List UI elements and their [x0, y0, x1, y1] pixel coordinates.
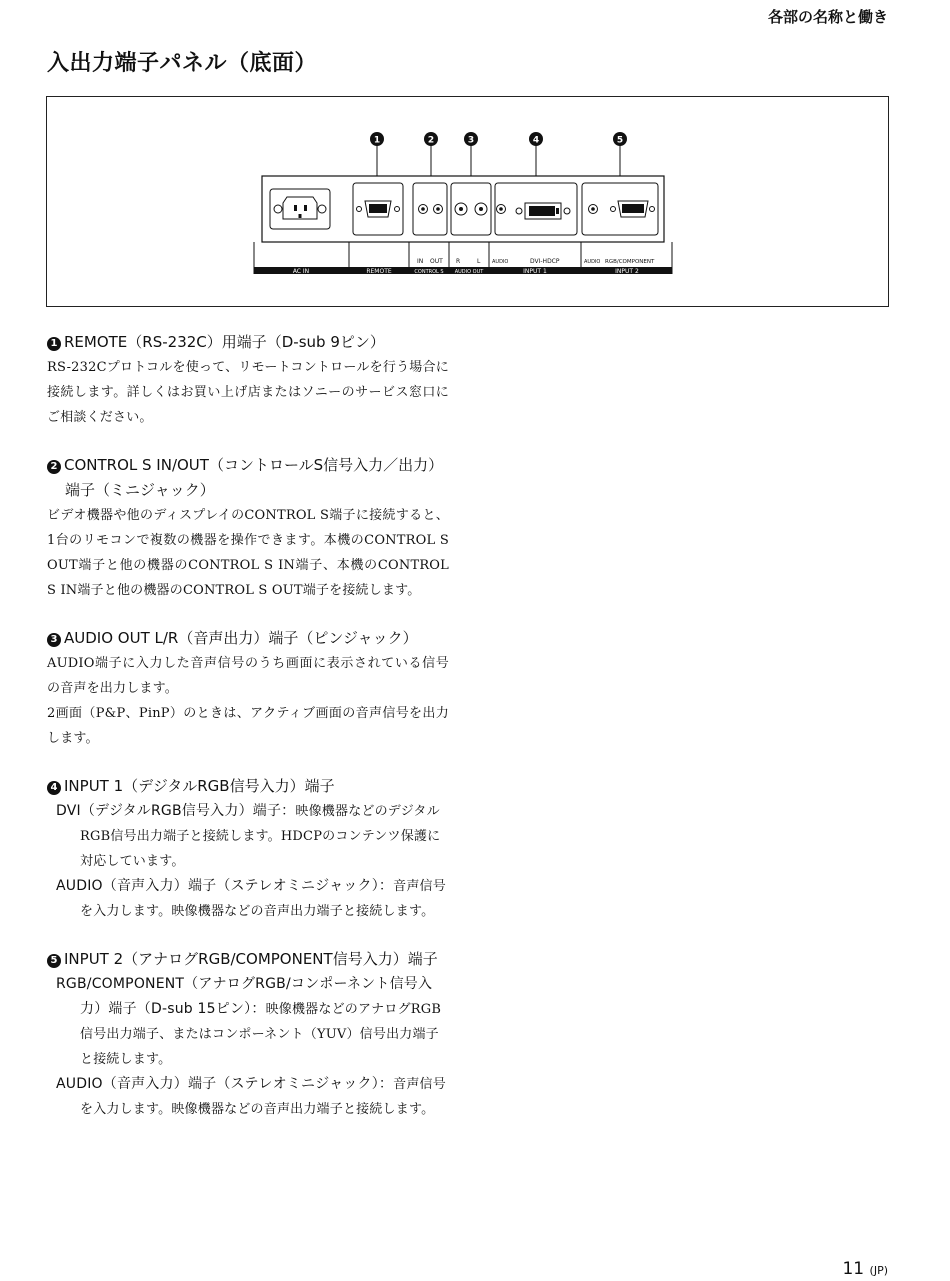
callout-3: [464, 132, 478, 146]
group-input2: INPUT 2: [615, 268, 639, 275]
audio-out-pinjacks-icon: [451, 183, 491, 235]
callout-1: [370, 132, 384, 146]
callout-markers: [370, 132, 627, 146]
svg-text:2: 2: [427, 135, 435, 146]
sub-item-dvi: DVI（デジタルRGB信号入力）端子：映像機器などのデジタルRGB信号出力端子と接続します。HDCPのコンテンツ保護に対応しています。: [56, 803, 441, 869]
running-header: 各部の名称と働き: [767, 8, 888, 26]
number-4-icon: 4: [47, 781, 61, 795]
group-control-s: CONTROL S: [414, 269, 444, 275]
section-input1: [47, 774, 449, 924]
section-input2: [47, 947, 449, 1122]
label-control-out: OUT: [430, 258, 443, 265]
description-column: [47, 330, 449, 1145]
section-paragraph: AUDIO端子に入力した音声信号のうち画面に表示されている信号の音声を出力します。: [47, 656, 449, 696]
callout-5: [613, 132, 627, 146]
section-audio-out: [47, 626, 449, 751]
sub-item-rgb: RGB/COMPONENT（アナログRGB/コンポーネント信号入力）端子（D-sub 15ピン）：映像機器などのアナログRGB信号出力端子、またはコンポーネント（YUV）信号出力端子と接続します。: [56, 976, 442, 1067]
section-heading: 3 AUDIO OUT L/R（音声出力）端子（ピンジャック）: [47, 626, 449, 651]
svg-text:4: 4: [532, 135, 540, 146]
section-paragraph: ビデオ機器や他のディスプレイのCONTROL S端子に接続すると、1台のリモコンで複数の機器を操作できます。本機のCONTROL S OUT端子と他の機器のCONTROL S IN端子、本機のCONTROL S IN端子と他の機器のCONTROL S OUT端子を接続します。: [47, 508, 449, 598]
number-5-icon: 5: [47, 954, 61, 968]
section-control-s: [47, 453, 449, 603]
svg-text:3: 3: [467, 135, 475, 146]
sub-item-audio: AUDIO（音声入力）端子（ステレオミニジャック）：音声信号を入力します。映像機器などの音声出力端子と接続します。: [56, 1076, 446, 1117]
svg-text:5: 5: [616, 135, 624, 146]
group-remote: REMOTE: [366, 268, 392, 275]
group-input1: INPUT 1: [523, 268, 547, 275]
number-2-icon: 2: [47, 460, 61, 474]
label-control-in: IN: [417, 258, 424, 265]
number-1-icon: 1: [47, 337, 61, 351]
callout-4: [529, 132, 543, 146]
label-input2-audio: AUDIO: [584, 259, 601, 265]
sub-item-audio: AUDIO（音声入力）端子（ステレオミニジャック）：音声信号を入力します。映像機器などの音声出力端子と接続します。: [56, 878, 446, 919]
group-audio-out: AUDIO OUT: [454, 269, 484, 275]
callout-2: [424, 132, 438, 146]
label-audio-r: R: [456, 258, 461, 265]
group-ac-in: AC IN: [292, 268, 310, 275]
section-heading: 1 REMOTE（RS-232C）用端子（D-sub 9ピン）: [47, 330, 449, 355]
control-s-jacks-icon: [413, 183, 447, 235]
section-paragraph: RS-232Cプロトコルを使って、リモートコントロールを行う場合に接続します。詳しくはお買い上げ店またはソニーのサービス窓口にご相談ください。: [47, 360, 449, 425]
label-rgb: RGB/COMPONENT: [605, 259, 655, 265]
label-input1-audio: AUDIO: [492, 259, 509, 265]
svg-text:1: 1: [373, 135, 381, 146]
page-number: 11 (JP): [842, 1259, 888, 1279]
remote-dsub9-icon: [353, 183, 403, 235]
section-paragraph: 2画面（P&P、PinP）のときは、アクティブ画面の音声信号を出力します。: [47, 706, 449, 746]
section-heading: 5 INPUT 2（アナログRGB/COMPONENT信号入力）端子: [47, 947, 449, 972]
number-3-icon: 3: [47, 633, 61, 647]
input2-rgb-icon: [582, 183, 658, 235]
label-audio-l: L: [477, 258, 481, 265]
section-heading: 2 CONTROL S IN/OUT（コントロールS信号入力／出力）端子（ミニジャック）: [47, 453, 449, 503]
section-remote: [47, 330, 449, 430]
page-title: 入出力端子パネル（底面）: [47, 51, 318, 76]
section-heading: 4 INPUT 1（デジタルRGB信号入力）端子: [47, 774, 449, 799]
label-dvi: DVI-HDCP: [530, 258, 560, 265]
connector-panel-figure: [46, 96, 889, 307]
ac-in-socket-icon: [270, 189, 330, 229]
